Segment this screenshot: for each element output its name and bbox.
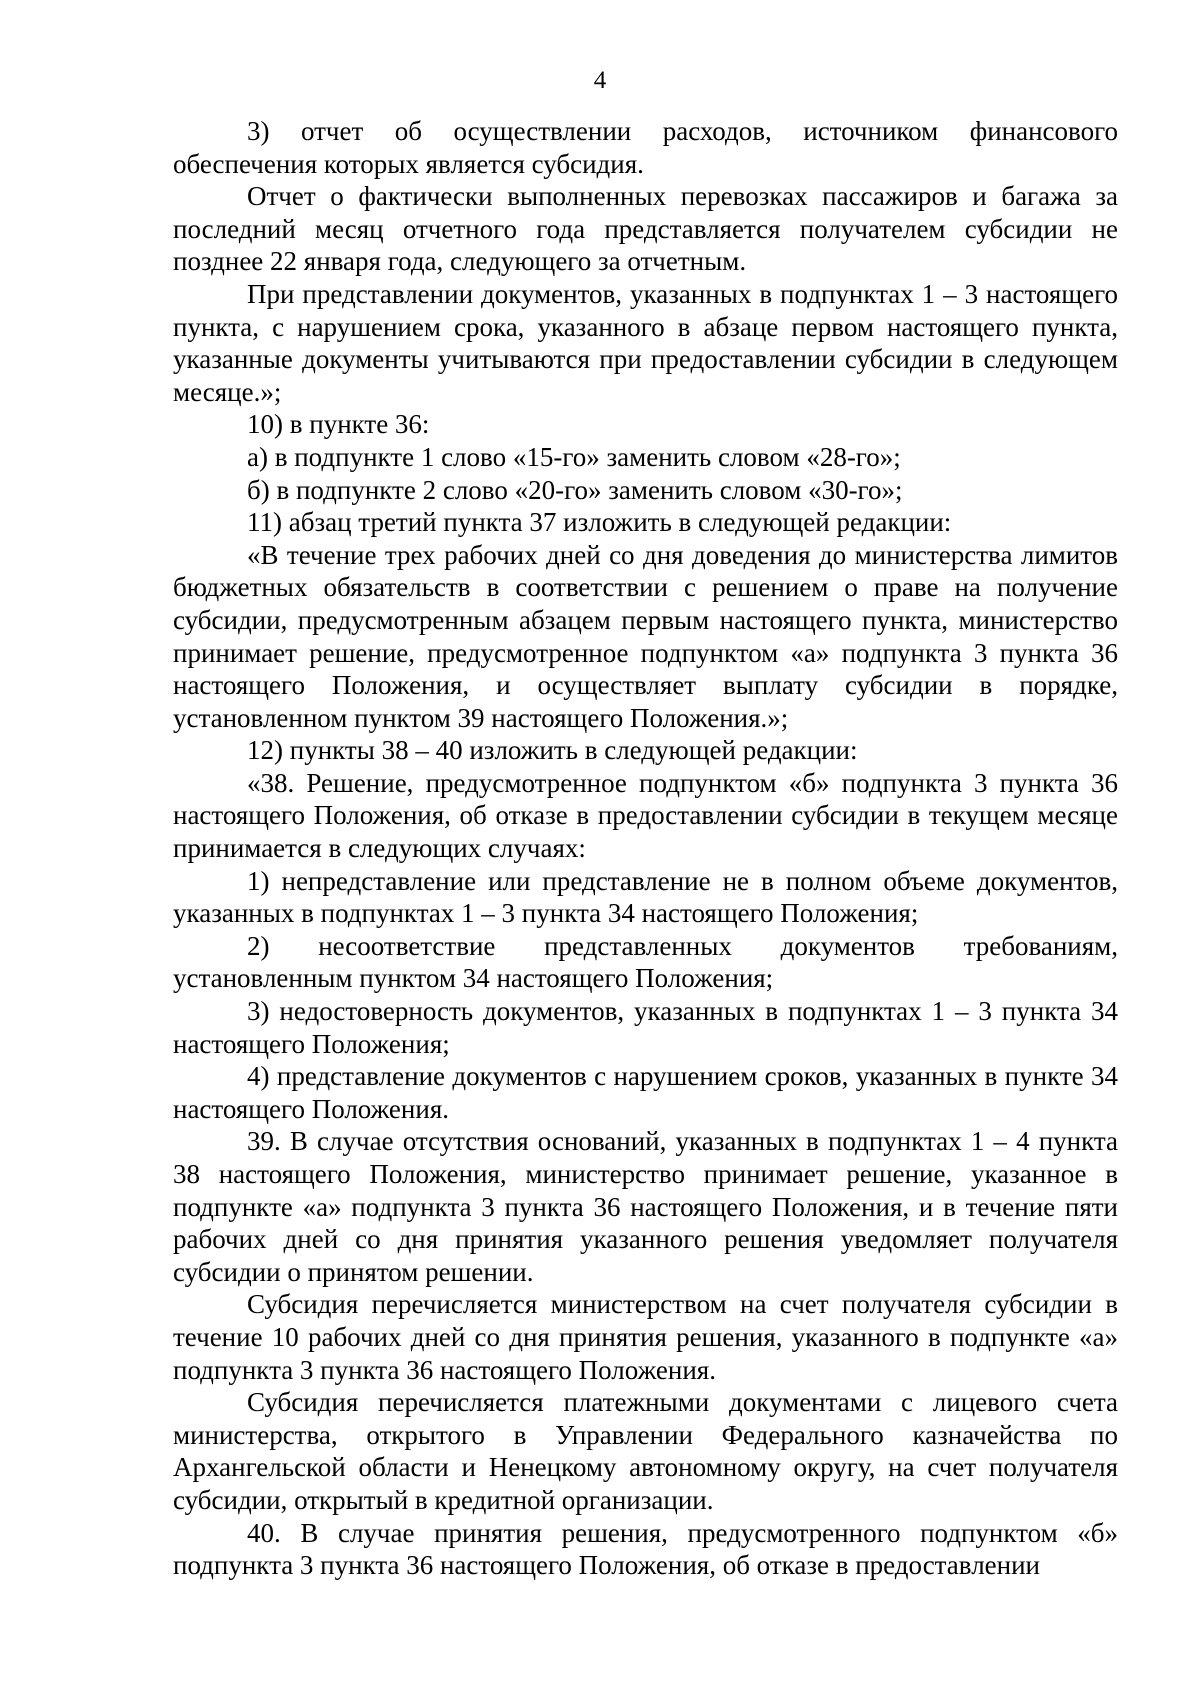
paragraph-item-11: 11) абзац третий пункта 37 изложить в следующей редакции: [247,507,952,538]
paragraph-item-10a: а) в подпункте 1 слово «15-го» заменить словом «28-го»; [247,441,901,472]
paragraph-item-40: 40. В случае принятия решения, предусмотренного подпунктом «б» подпункта 3 пункта 36 настоящего Положения, об отказе в предоставлении [173,1517,1118,1581]
paragraph-item-10: 10) в пункте 36: [247,409,430,440]
paragraph-item-38: «38. Решение, предусмотренное подпунктом «б» подпункта 3 пункта 36 настоящего Положения, об отказе в предоставлении субсидии в текущем месяце принимается в следующих случаях: [173,767,1118,864]
paragraph-item-10b: б) в подпункте 2 слово «20-го» заменить словом «30-го»; [247,474,903,505]
paragraph-item-38-4: 4) представление документов с нарушением сроков, указанных в пункте 34 настоящего Положения. [173,1061,1118,1124]
paragraph-item-38-2: 2) несоответствие представленных документов требованиям, установленным пунктом 34 настоящего Положения; [173,930,1118,994]
page-number: 4 [593,67,607,94]
document-body [173,115,1118,1582]
paragraph-item-39-transfer: Субсидия перечисляется министерством на счет получателя субсидии в течение 10 рабочих дней со дня принятия решения, указанного в подпункте «а» подпункта 3 пункта 36 настоящего Положения. [173,1289,1118,1385]
paragraph-item-37-text: «В течение трех рабочих дней со дня доведения до министерства лимитов бюджетных обязательств в соответствии с решением о праве на получение субсидии, предусмотренным абзацем первым настоящего пункта, министерство принимает решение, предусмотренное подпунктом «а» подпункта 3 пункта 36 настоящего Положения, и осуществляет выплату субсидии в порядке, установленном пунктом 39 настоящего Положения.»; [173,539,1118,733]
paragraph-item-12: 12) пункты 38 – 40 изложить в следующей редакции: [247,735,858,766]
paragraph-transport-report: Отчет о фактически выполненных перевозках пассажиров и багажа за последний месяц отчетного года представляется получателем субсидии не позднее 22 января года, следующего за отчетным. [173,181,1118,277]
paragraph-late-submission: При представлении документов, указанных в подпунктах 1 – 3 настоящего пункта, с нарушением срока, указанного в абзаце первом настоящего пункта, указанные документы учитываются при предоставлении субсидии в следующем месяце.»; [173,278,1118,407]
paragraph-item-38-3: 3) недостоверность документов, указанных в подпунктах 1 – 3 пункта 34 настоящего Положения; [173,996,1118,1059]
paragraph-item-39: 39. В случае отсутствия оснований, указанных в подпунктах 1 – 4 пункта 38 настоящего Положения, министерство принимает решение, указанное в подпункте «а» подпункта 3 пункта 36 настоящего Положения, и в течение пяти рабочих дней со дня принятия указанного решения уведомляет получателя субсидии о принятом решении. [173,1126,1118,1287]
paragraph-report-expenses: 3) отчет об осуществлении расходов, источником финансового обеспечения которых является субсидия. [173,116,1118,179]
paragraph-item-39-payment-docs: Субсидия перечисляется платежными документами с лицевого счета министерства, открытого в Управлении Федерального казначейства по Архангельской области и Ненецкому автономному округу, на счет получателя субсидии, открытый в кредитной организации. [173,1387,1118,1515]
paragraph-item-38-1: 1) непредставление или представление не в полном объеме документов, указанных в подпунктах 1 – 3 пункта 34 настоящего Положения; [173,865,1118,929]
